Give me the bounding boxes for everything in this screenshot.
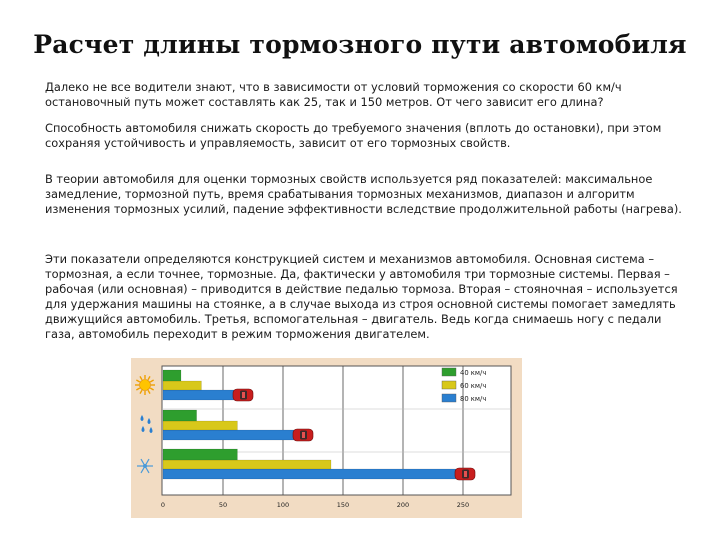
bar-60-км-ч xyxy=(163,421,237,430)
legend-label: 60 км/ч xyxy=(460,382,487,390)
paragraph-indicators: В теории автомобиля для оценки тормозных свойств используется ряд показателей: максимальное замедление, тормозной путь, время срабатывания тормозных механизмов, диапазон и алгоритм изменения тормозных усилий, падение эффективности вследствие продолжительной работы (нагрева). xyxy=(45,172,682,216)
x-tick-label: 100 xyxy=(276,501,290,509)
bar-40-км-ч xyxy=(163,410,197,421)
x-tick-label: 150 xyxy=(336,501,350,509)
x-tick-label: 200 xyxy=(396,501,410,509)
page-title: Расчет длины тормозного пути автомобиля xyxy=(33,30,687,59)
legend-swatch xyxy=(442,368,456,376)
car-icon xyxy=(233,389,253,401)
paragraph-intro: Далеко не все водители знают, что в зависимости от условий торможения со скорости 60 км/ч остановочный путь может составлять как 25, так и 150 метров. От чего зависит его длина? xyxy=(45,80,622,109)
legend-swatch xyxy=(442,381,456,389)
x-tick-label: 250 xyxy=(456,501,470,509)
sun-icon xyxy=(135,375,155,395)
snowflake-icon xyxy=(137,459,153,473)
bar-60-км-ч xyxy=(163,381,201,390)
bar-40-км-ч xyxy=(163,449,237,460)
x-tick-label: 50 xyxy=(218,501,228,509)
legend-swatch xyxy=(442,394,456,402)
bar-80-км-ч xyxy=(163,469,457,479)
bar-40-км-ч xyxy=(163,370,181,381)
paragraph-brake-systems: Эти показатели определяются конструкцией систем и механизмов автомобиля. Основная система – тормозная, а если точнее, тормозные. Да, фактически у автомобиля три тормозные системы. Первая – рабочая (или основная) – приводится в действие педалью тормоза. Вторая – стояночная – используется для удержания машины на стоянке, а в случае выхода из строя основной системы помогает замедлять движущийся автомобиль. Третья, вспомогательная – двигатель. Ведь когда снимаешь ногу с педали газа, автомобиль переходит в режим торможения двигателем. xyxy=(45,252,678,341)
x-tick-label: 0 xyxy=(160,501,166,509)
car-icon xyxy=(293,429,313,441)
braking-distance-chart xyxy=(131,358,522,518)
legend-label: 40 км/ч xyxy=(460,369,487,377)
paragraph-brake-properties: Способность автомобиля снижать скорость до требуемого значения (вплоть до остановки), при этом сохраняя устойчивость и управляемость, зависит от его тормозных свойств. xyxy=(45,121,662,150)
bar-80-км-ч xyxy=(163,390,235,400)
braking-distance-chart-svg xyxy=(131,358,522,518)
bar-60-км-ч xyxy=(163,460,331,469)
rain-icon xyxy=(141,415,153,433)
bar-80-км-ч xyxy=(163,430,295,440)
legend-label: 80 км/ч xyxy=(460,395,487,403)
car-icon xyxy=(455,468,475,480)
